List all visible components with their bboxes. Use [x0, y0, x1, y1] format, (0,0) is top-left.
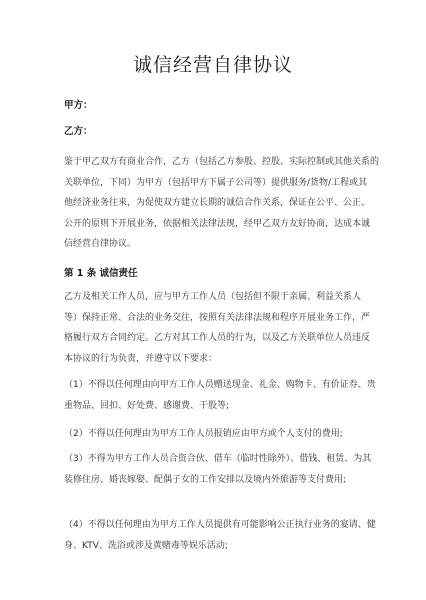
item-line: 装修住房、婚丧嫁娶、配偶子女的工作安排以及境内外旅游等支付费用; — [64, 474, 347, 485]
intro-line: 信经营自律协议。 — [64, 239, 137, 249]
article-1-heading: 第 1 条 诚信责任 — [64, 268, 138, 279]
intro-line: 鉴于甲乙双方有商业合作，乙方（包括乙方参股、控股、实际控制或其他关系的 — [64, 157, 380, 167]
article-1-item-2 — [64, 424, 364, 445]
intro-line: 公开的原则下开展业务，依据相关法律法规，经甲乙双方友好协商，达成本诚 — [64, 218, 371, 229]
item-line: 身、KTV、洗浴或涉及黄赌毒等娱乐活动; — [64, 540, 228, 551]
intro-line: 他经济业务往来，为促使双方建立长期的诚信合作关系，保证在公平、公正、 — [64, 198, 371, 208]
party-b-label: 乙方： — [64, 126, 93, 137]
item-line: （4）不得以任何理由为甲方工作人员提供有可能影响公正执行业务的宴请、健 — [64, 520, 376, 530]
party-a-label: 甲方： — [64, 100, 93, 111]
article-1-body — [64, 287, 371, 369]
intro-paragraph — [64, 152, 380, 255]
item-line: 重物品、回扣、好处费、感谢费、干股等; — [64, 400, 230, 411]
article-1-body-line: 乙方及相关工作人员，应与甲方工作人员（包括但不限于亲属、利益关系人 — [64, 292, 362, 302]
article-1-item-4 — [64, 515, 376, 556]
article-1-item-1 — [64, 375, 376, 416]
article-1-body-line: 格履行双方合同约定。乙方对其工作人员的行为，以及乙方关联单位人员违反 — [64, 333, 371, 343]
item-line: （1）不得以任何理由向甲方工作人员赠送现金、礼金、购物卡、有价证券、贵 — [64, 380, 376, 390]
article-1-body-line: 本协议的行为负责，并遵守以下要求： — [64, 353, 218, 364]
article-1-item-3 — [64, 449, 372, 490]
item-line: （2）不得以任何理由为甲方工作人员报销应由甲方或个人支付的费用; — [64, 429, 343, 439]
article-1-body-line: 等）保持正常、合法的业务交往，按照有关法律法规和程序开展业务工作，严 — [64, 312, 371, 323]
document-title: 诚信经营自律协议 — [132, 54, 293, 76]
item-line: （3）不得为甲方工作人员合资合伙、借车（临时性除外）、借钱、租赁、为其 — [64, 454, 372, 464]
intro-line: 关联单位，下同）为甲方（包括甲方下属子公司等）提供服务/货物/工程或其 — [64, 177, 368, 188]
